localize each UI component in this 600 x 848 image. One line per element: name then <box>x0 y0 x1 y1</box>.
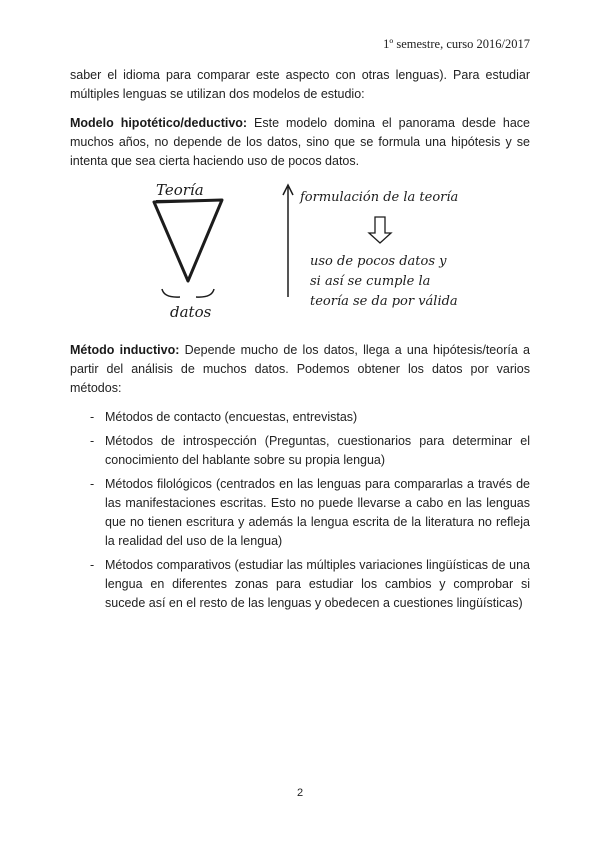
hypothetical-paragraph <box>70 114 530 171</box>
diagram-note-line3: teoría se da por válida <box>310 294 458 309</box>
down-arrow-icon <box>369 217 391 243</box>
hypothetical-text: Este modelo domina el panorama desde hace muchos años, no depende de los datos, sino que se formula una hipótesis y se intenta que sea cierta haciendo uso de pocos datos. <box>70 116 530 168</box>
list-item <box>70 432 530 470</box>
diagram-note-line2: si así se cumple la <box>310 274 431 289</box>
list-item <box>70 475 530 551</box>
list-dash: - <box>90 434 95 448</box>
list-dash: - <box>90 410 95 424</box>
inverted-triangle <box>154 200 222 281</box>
diagram-label-datos: datos <box>170 303 212 321</box>
document-body <box>70 66 530 618</box>
list-item-text: Métodos de contacto (encuestas, entrevistas) <box>105 410 358 424</box>
page-header-course: 1º semestre, curso 2016/2017 <box>383 37 530 51</box>
list-dash: - <box>90 558 95 572</box>
intro-paragraph: saber el idioma para comparar este aspecto con otras lenguas). Para estudiar múltiples lenguas se utilizan dos modelos de estudio: <box>70 68 530 101</box>
diagram-label-teoria: Teoría <box>156 181 204 199</box>
handwritten-diagram <box>70 181 530 329</box>
inductive-text: Depende mucho de los datos, llega a una hipótesis/teoría a partir del análisis de muchos datos. Podemos obtener los datos por varios métodos: <box>70 343 530 395</box>
list-dash: - <box>90 477 95 491</box>
inductive-heading: Método inductivo: <box>70 343 180 357</box>
list-item-text: Métodos filológicos (centrados en las lenguas para compararlas a través de las manifestaciones escritas. Esto no puede llevarse a cabo en las lenguas que no tienen escritura y además la lengua escrita de la literatura no refleja la realidad del uso de la lengua) <box>105 477 530 548</box>
list-item-text: Métodos comparativos (estudiar las múltiples variaciones lingüísticas de una lengua en diferentes zonas para estudiar los cambios y comprobar si sucede así en el resto de las lenguas y obedecen a cuestiones lingüísticas) <box>105 558 530 610</box>
list-item-text: Métodos de introspección (Preguntas, cuestionarios para determinar el conocimiento del hablante sobre su propia lengua) <box>105 434 530 467</box>
list-item <box>70 408 530 427</box>
hypothetical-heading: Modelo hipotético/deductivo: <box>70 116 248 130</box>
diagram-svg <box>70 181 530 329</box>
diagram-note-line1: uso de pocos datos y <box>310 254 447 269</box>
methods-list <box>70 408 530 613</box>
datos-brace <box>162 289 214 297</box>
inductive-paragraph <box>70 341 530 398</box>
diagram-label-formulacion: formulación de la teoría <box>300 190 459 205</box>
page-number: 2 <box>296 787 304 799</box>
list-item <box>70 556 530 613</box>
